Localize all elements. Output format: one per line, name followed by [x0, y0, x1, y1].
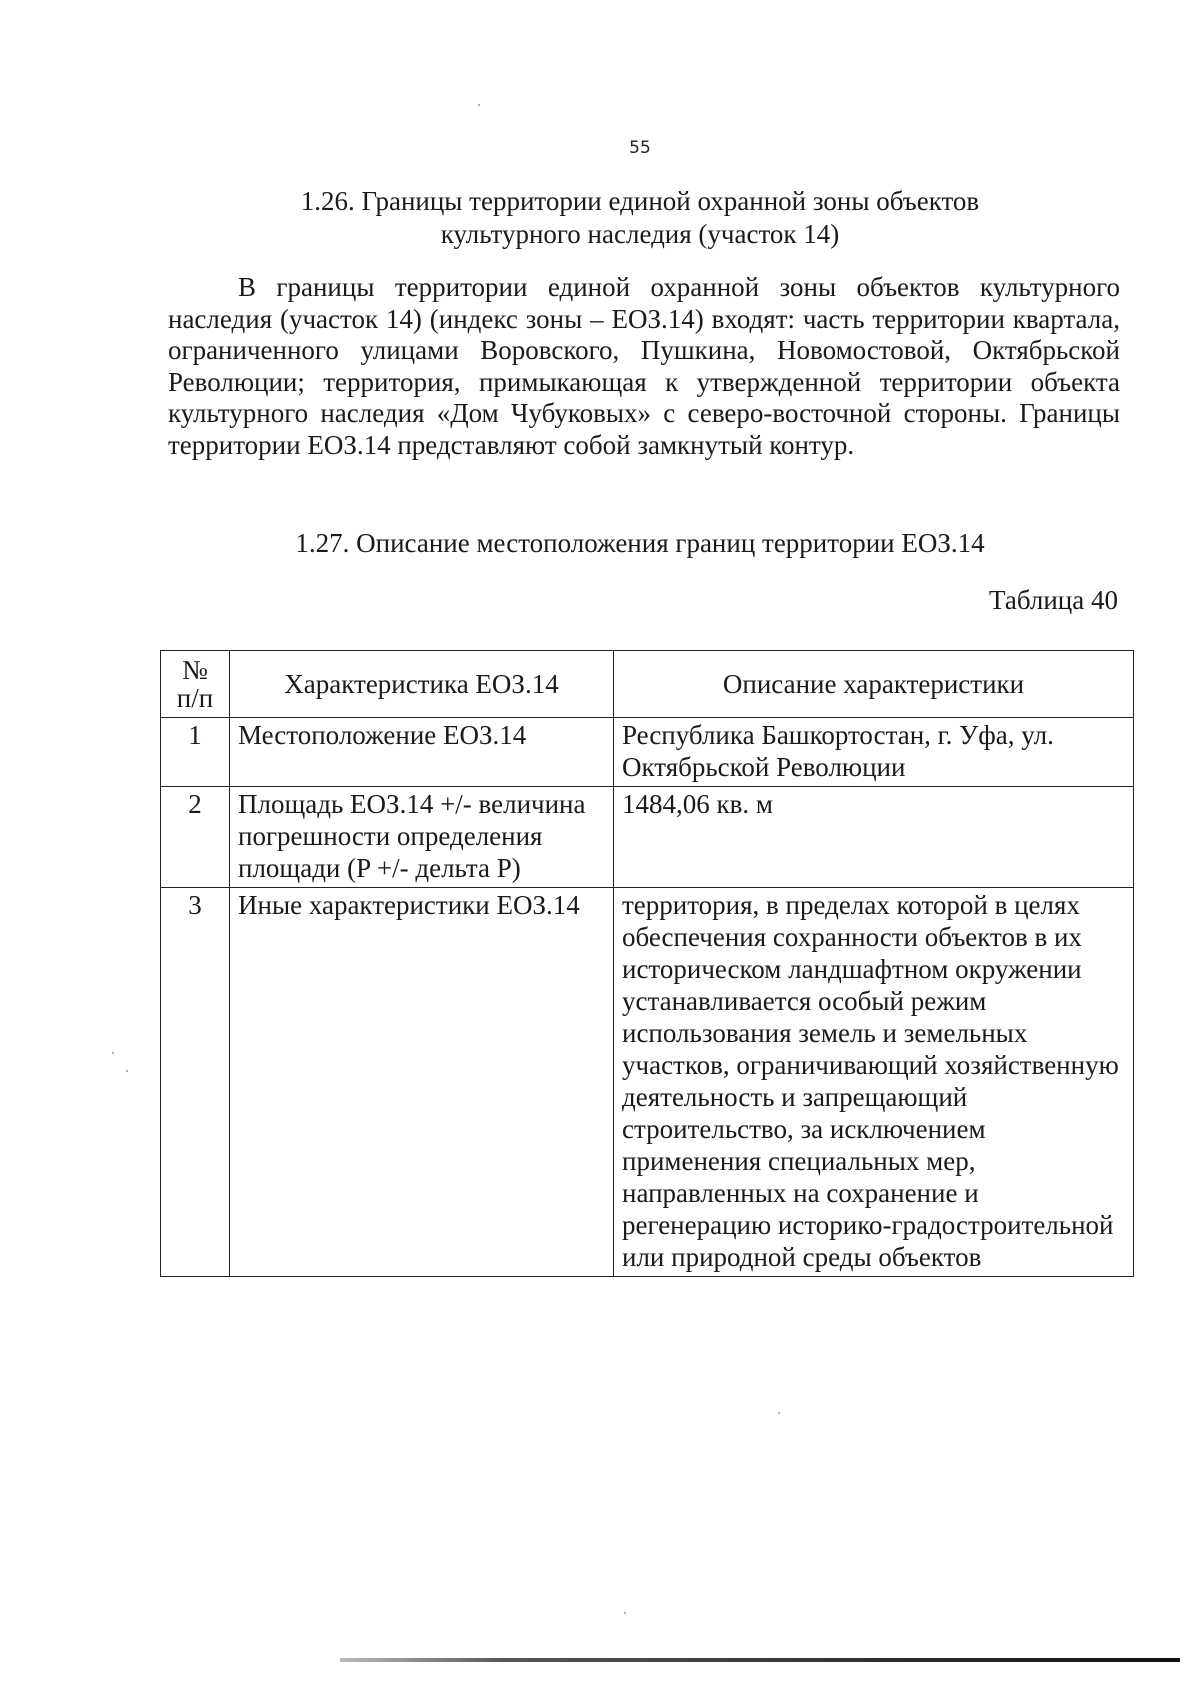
table-header-row: [161, 651, 1134, 718]
row-description: территория, в пределах которой в целях обеспечения сохранности объектов в их историческом ландшафтном окружении устанавливается особый режим использования земель и земельных участков, ограничивающий хозяйственную деятельность и запрещающий строительство, за исключением применения специальных мер, направленных на сохранение и регенерацию историко-градостроительной или природной среды объектов: [614, 888, 1134, 1277]
table-row: [161, 787, 1134, 888]
table-caption: Таблица 40: [989, 585, 1118, 615]
row-description: 1484,06 кв. м: [614, 787, 1134, 888]
row-number: 3: [161, 888, 230, 1277]
header-description: Описание характеристики: [614, 651, 1134, 718]
scan-speck: [478, 104, 480, 106]
characteristics-table: [160, 650, 1134, 1277]
header-characteristic: Характеристика ЕОЗ.14: [230, 651, 614, 718]
scan-speck: [126, 1070, 128, 1072]
row-number: 1: [161, 718, 230, 787]
scan-bottom-edge: [340, 1658, 1180, 1662]
scan-speck: [624, 1612, 626, 1614]
row-characteristic: Местоположение ЕОЗ.14: [230, 718, 614, 787]
body-paragraph: В границы территории единой охранной зоны объектов культурного наследия (участок 14) (индекс зоны – ЕОЗ.14) входят: часть территории квартала, ограниченного улицами Воровского, Пушкина, Новомостовой, Октябрьской Революции; территория, примыкающая к утвержденной территории объекта культурного наследия «Дом Чубуковых» с северо-восточной стороны. Границы территории ЕОЗ.14 представляют собой замкнутый контур.: [168, 272, 1120, 460]
header-number-pp: п/п: [176, 683, 214, 713]
section-title-line-2: культурного наследия (участок 14): [440, 219, 840, 249]
section-title-line-1: 1.26. Границы территории единой охранной зоны объектов: [300, 186, 980, 216]
scan-speck: [112, 1052, 114, 1054]
characteristics-table-container: [160, 650, 1134, 1277]
section-title-1-27: 1.27. Описание местоположения границ территории ЕОЗ.14: [295, 528, 985, 558]
table-row: [161, 888, 1134, 1277]
header-number: [161, 651, 230, 718]
table-row: [161, 718, 1134, 787]
row-characteristic: Площадь ЕОЗ.14 +/- величина погрешности определения площади (P +/- дельта P): [230, 787, 614, 888]
row-description: Республика Башкортостан, г. Уфа, ул. Октябрьской Революции: [614, 718, 1134, 787]
section-title-1-26: [200, 185, 1080, 251]
header-number-symbol: №: [182, 655, 208, 685]
row-characteristic: Иные характеристики ЕОЗ.14: [230, 888, 614, 1277]
row-number: 2: [161, 787, 230, 888]
scan-speck: [778, 1412, 780, 1414]
page-number: 55: [629, 138, 651, 158]
